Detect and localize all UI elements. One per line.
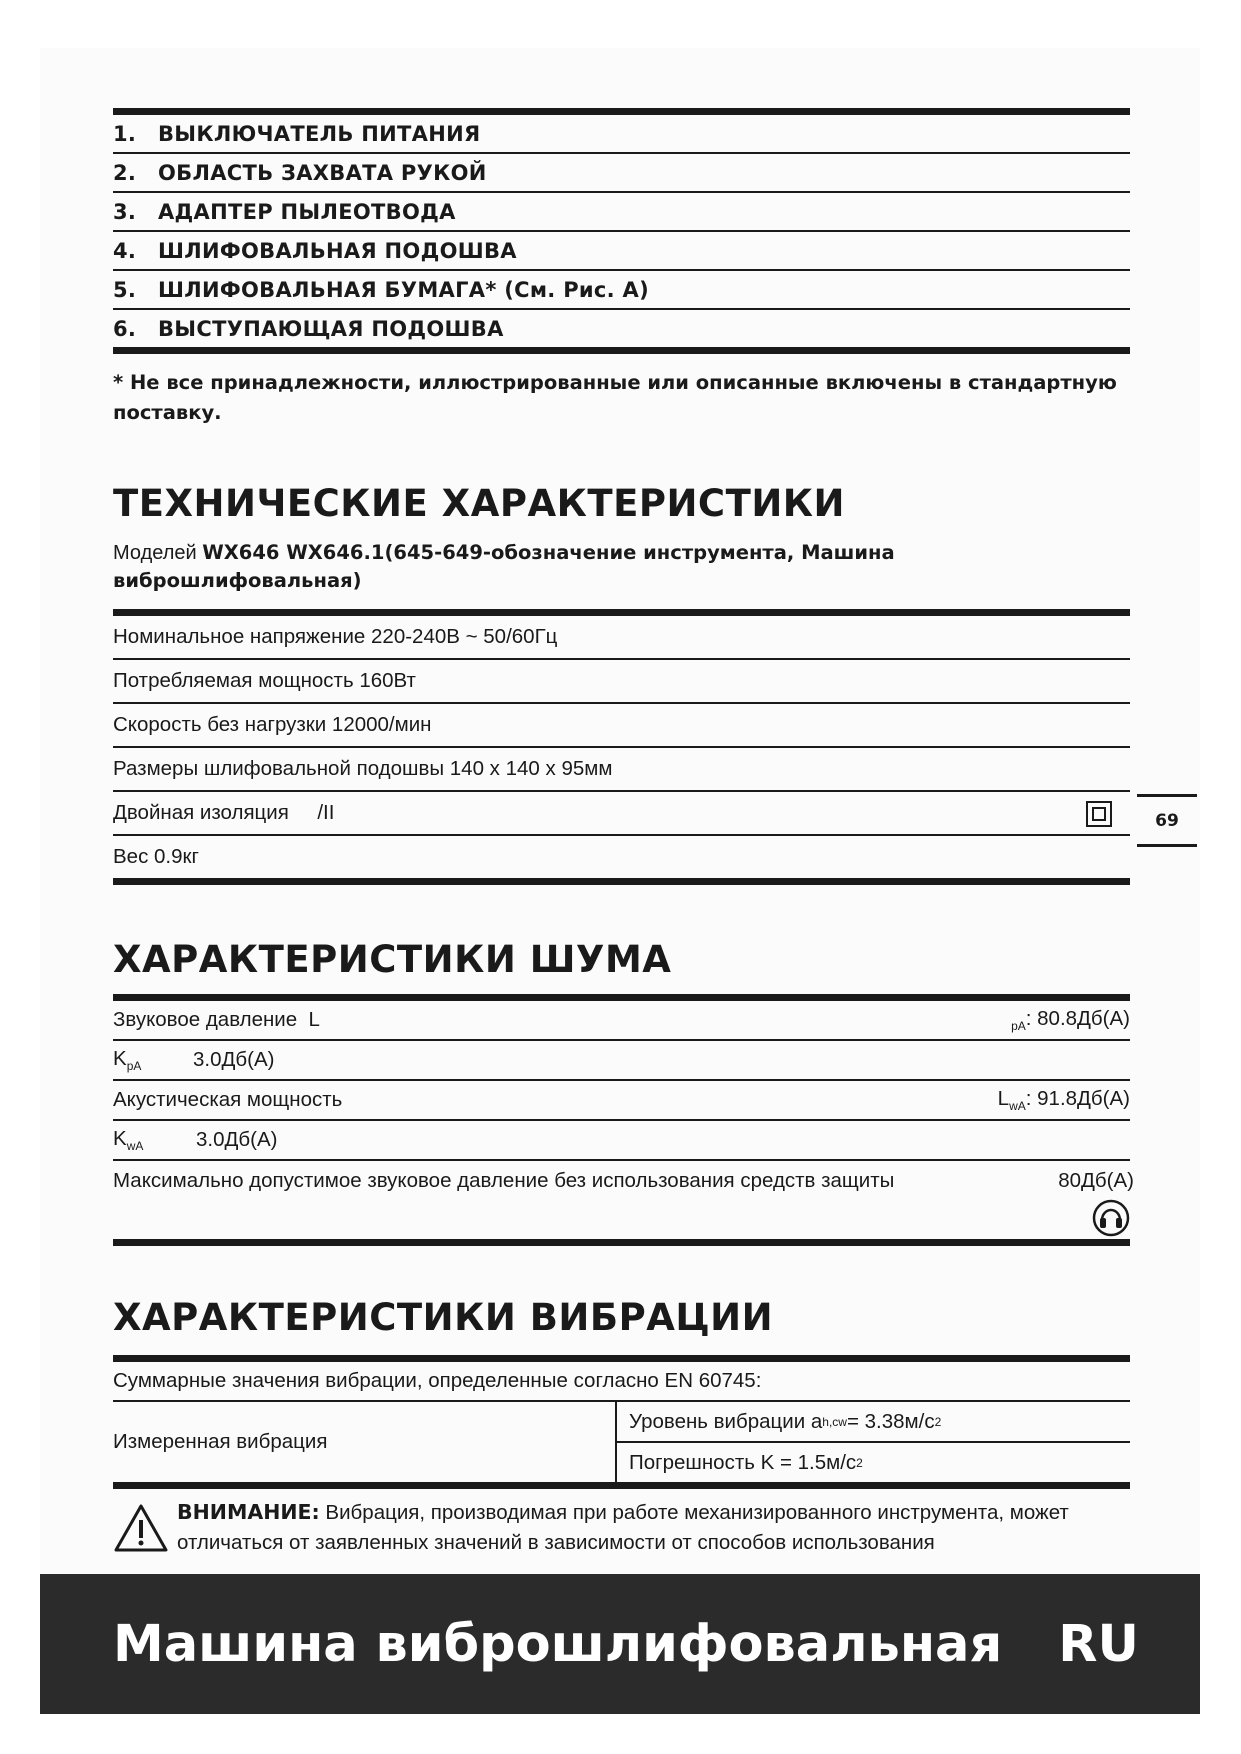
part-label: ОБЛАСТЬ ЗАХВАТА РУКОЙ bbox=[158, 160, 487, 185]
page-number: 69 bbox=[1137, 794, 1197, 847]
warning-text bbox=[177, 1497, 1130, 1558]
tech-section bbox=[113, 482, 1130, 885]
max-pressure-value: 80Дб(A) bbox=[1058, 1169, 1134, 1192]
parts-bottom-rule bbox=[113, 347, 1130, 354]
vibration-level-value: = 3.38м/с bbox=[846, 1409, 935, 1433]
part-item bbox=[113, 193, 1130, 232]
parts-list bbox=[113, 108, 1130, 428]
kwa-value: 3.0Дб(A) bbox=[196, 1128, 278, 1151]
vibration-title: ХАРАКТЕРИСТИКИ ВИБРАЦИИ bbox=[113, 1296, 774, 1339]
sound-pressure-row bbox=[113, 1001, 1130, 1041]
parts-rows bbox=[113, 115, 1130, 347]
tech-bottom-rule bbox=[113, 878, 1130, 885]
model-line bbox=[113, 539, 1130, 595]
warning-body: Вибрация, производимая при работе механизированного инструмента, может отличаться от заявленных значений в зависимости от способов использования bbox=[177, 1501, 1069, 1554]
acoustic-power-value bbox=[998, 1087, 1130, 1113]
double-insulation-icon bbox=[1086, 801, 1112, 833]
part-label: ШЛИФОВАЛЬНАЯ БУМАГА* (См. Рис. A) bbox=[158, 277, 649, 302]
spec-pad-size: Размеры шлифовальной подошвы 140 x 140 x 95мм bbox=[113, 748, 1130, 792]
footer-title: Машина виброшлифовальная bbox=[113, 1614, 1003, 1674]
sound-pressure-sub: pA bbox=[1011, 1019, 1026, 1034]
acoustic-power-label: Акустическая мощность bbox=[113, 1088, 343, 1111]
part-item bbox=[113, 232, 1130, 271]
footer-language: RU bbox=[1058, 1614, 1139, 1674]
part-item bbox=[113, 271, 1130, 310]
kwa-row bbox=[113, 1121, 1130, 1161]
spec-power: Потребляемая мощность 160Вт bbox=[113, 660, 1130, 704]
noise-bottom-rule bbox=[113, 1239, 1130, 1246]
max-pressure-label: Максимально допустимое звуковое давление без использования средств защиты bbox=[113, 1169, 895, 1192]
part-label: ВЫКЛЮЧАТЕЛЬ ПИТАНИЯ bbox=[158, 121, 481, 146]
part-label: ШЛИФОВАЛЬНАЯ ПОДОШВА bbox=[158, 238, 517, 263]
part-label: ВЫСТУПАЮЩАЯ ПОДОШВА bbox=[158, 316, 504, 341]
vibration-level-sup: 2 bbox=[934, 1414, 942, 1429]
max-pressure-row bbox=[113, 1161, 1134, 1239]
noise-section bbox=[113, 938, 1134, 1246]
part-number: 2. bbox=[113, 160, 137, 185]
vibration-error-sup: 2 bbox=[856, 1455, 863, 1470]
kwa-label bbox=[113, 1127, 196, 1153]
measured-vibration-label: Измеренная вибрация bbox=[113, 1402, 617, 1482]
warning-label: ВНИМАНИЕ: bbox=[177, 1500, 320, 1524]
lwa-number: : 91.8Дб(A) bbox=[1025, 1086, 1130, 1110]
model-name: WX646 WX646.1(645-649-обозначение инструмента, Машина виброшлифовальная) bbox=[113, 541, 895, 592]
warning-block bbox=[113, 1497, 1130, 1562]
vibration-top-rule bbox=[113, 1355, 1130, 1362]
tech-top-rule bbox=[113, 609, 1130, 616]
vibration-error bbox=[617, 1443, 1130, 1482]
part-number: 3. bbox=[113, 199, 137, 224]
vibration-values bbox=[617, 1402, 1130, 1482]
vibration-section bbox=[113, 1296, 1130, 1562]
kwa-sub: wA bbox=[126, 1139, 144, 1154]
spec-weight: Вес 0.9кг bbox=[113, 845, 199, 868]
kwa-letter: K bbox=[113, 1126, 127, 1150]
model-prefix: Моделей bbox=[113, 542, 203, 564]
kpa-row bbox=[113, 1041, 1130, 1081]
accessories-note: * Не все принадлежности, иллюстрированные или описанные включены в стандартную поставку. bbox=[113, 371, 1117, 424]
spec-voltage: Номинальное напряжение 220-240В ~ 50/60Гц bbox=[113, 616, 1130, 660]
part-item bbox=[113, 310, 1130, 347]
part-label: АДАПТЕР ПЫЛЕОТВОДА bbox=[158, 199, 456, 224]
kpa-sub: pA bbox=[126, 1059, 142, 1074]
insulation-label: Двойная изоляция /II bbox=[113, 801, 335, 824]
warning-icon bbox=[113, 1503, 169, 1562]
lwa-sub: wA bbox=[1009, 1099, 1026, 1114]
vibration-level-sub: h,cw bbox=[822, 1414, 847, 1429]
tech-title: ТЕХНИЧЕСКИЕ ХАРАКТЕРИСТИКИ bbox=[113, 482, 845, 525]
part-number: 1. bbox=[113, 121, 137, 146]
parts-top-rule bbox=[113, 108, 1130, 115]
lwa-letter: L bbox=[997, 1086, 1010, 1110]
part-item bbox=[113, 115, 1130, 154]
part-number: 5. bbox=[113, 277, 137, 302]
spec-speed: Скорость без нагрузки 12000/мин bbox=[113, 704, 1130, 748]
sound-pressure-label: Звуковое давление L bbox=[113, 1008, 320, 1031]
footer-banner bbox=[40, 1574, 1200, 1714]
sound-pressure-number: : 80.8Дб(A) bbox=[1025, 1006, 1130, 1030]
vibration-summary bbox=[113, 1362, 1130, 1402]
kpa-letter: K bbox=[113, 1046, 127, 1070]
noise-top-rule bbox=[113, 994, 1130, 1001]
vibration-table bbox=[113, 1402, 1130, 1484]
vibration-bottom-rule bbox=[113, 1484, 1130, 1489]
vibration-error-label: Погрешность K = 1.5м/с bbox=[629, 1450, 857, 1474]
vibration-level-label: Уровень вибрации a bbox=[629, 1409, 823, 1433]
part-number: 6. bbox=[113, 316, 137, 341]
vibration-level bbox=[617, 1402, 1130, 1443]
vibration-summary-text: Суммарные значения вибрации, определенные согласно EN 60745: bbox=[113, 1369, 762, 1392]
part-item bbox=[113, 154, 1130, 193]
sound-pressure-value bbox=[1011, 1007, 1130, 1033]
kpa-value: 3.0Дб(A) bbox=[193, 1048, 275, 1071]
spec-insulation bbox=[113, 792, 1130, 836]
acoustic-power-row bbox=[113, 1081, 1130, 1121]
part-number: 4. bbox=[113, 238, 137, 263]
noise-title: ХАРАКТЕРИСТИКИ ШУМА bbox=[113, 938, 672, 981]
kpa-label bbox=[113, 1047, 193, 1073]
ear-protection-icon bbox=[1092, 1199, 1130, 1243]
